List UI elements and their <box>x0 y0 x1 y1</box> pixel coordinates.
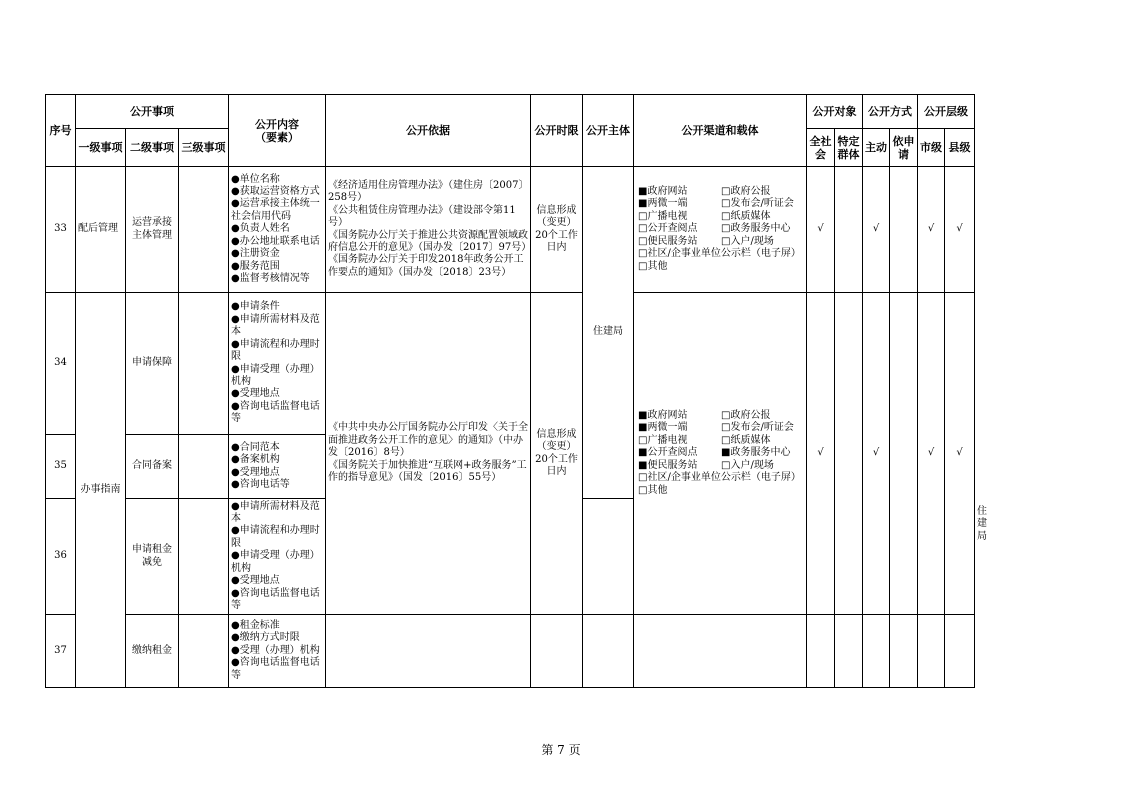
row-level3 <box>179 167 229 293</box>
header-level-county: 县级 <box>945 129 975 167</box>
content-item: ●服务范围 <box>231 260 280 272</box>
basis-item: 《经济适用住房管理办法》（建住房〔2007〕258号） <box>328 179 524 204</box>
row-level3 <box>179 293 229 435</box>
channel-item: □社区/企事业单位公示栏（电子屏） <box>638 248 801 260</box>
basis-item: 《中共中央办公厅国务院办公厅印发〈关于全面推进政务公开工作的意见〉的通知》（中办发〔2016〕8号） <box>328 422 529 459</box>
basis-item: 《国务院办公厅关于推进公共资源配置领域政府信息公开的意见》（国办发〔2017〕97号） <box>328 229 532 253</box>
mark-method-apply <box>890 293 918 615</box>
content-item: ●备案机构 <box>231 454 280 466</box>
header-channel: 公开渠道和载体 <box>634 95 807 167</box>
page-number: 第 7 页 <box>541 743 581 757</box>
channel-item: □其他 <box>638 484 668 496</box>
mark-level-city <box>918 615 945 688</box>
header-matters: 公开事项 <box>76 95 229 129</box>
mark-target-specific <box>835 167 863 293</box>
basis-item: 《国务院办公厅关于印发2018年政务公开工作要点的通知》（国办发〔2018〕23号） <box>328 254 524 278</box>
content-item: ●申请条件 <box>231 301 280 313</box>
row-level2: 申请保障 <box>126 293 179 435</box>
channel-item: □入户/现场 <box>721 235 774 247</box>
row-basis <box>326 167 531 293</box>
row-level3 <box>179 435 229 499</box>
header-target: 公开对象 <box>807 95 863 129</box>
channel-item: □纸质媒体 <box>721 210 771 222</box>
row-time-limit: 信息形成（变更）20个工作日内 <box>531 167 583 293</box>
channel-item: ■两微一端 <box>638 198 688 210</box>
row-level2: 运营承接主体管理 <box>126 167 179 293</box>
content-item: ●申请流程和办理时限 <box>231 338 320 363</box>
header-method-active: 主动 <box>863 129 890 167</box>
mark-target-specific <box>835 615 863 688</box>
channel-item: ■公开查阅点 <box>638 447 698 459</box>
header-seq: 序号 <box>46 95 76 167</box>
mark-target-specific <box>835 293 863 615</box>
group-time-limit: 信息形成（变更）20个工作日内 <box>531 293 583 615</box>
row-level1: 配后管理 <box>76 167 126 293</box>
disclosure-table <box>45 94 988 688</box>
content-item: ●运营承接主体统一社会信用代码 <box>231 198 320 222</box>
content-item: ●缴纳方式时限 <box>231 632 300 644</box>
mark-target-all <box>807 615 835 688</box>
mark-level-city: √ <box>918 293 945 615</box>
content-item: ●受理（办理）机构 <box>231 644 320 656</box>
row-basis <box>326 615 531 688</box>
channel-item: □公开查阅点 <box>638 223 698 235</box>
table-row-34 <box>46 293 975 435</box>
channel-item: □广播电视 <box>638 210 688 222</box>
header-content <box>229 95 326 167</box>
row-channel <box>634 167 807 293</box>
mark-target-all: √ <box>807 293 835 615</box>
mark-method-active: √ <box>863 167 890 293</box>
content-item: ●获取运营资格方式 <box>231 186 320 198</box>
header-level2: 二级事项 <box>126 129 179 167</box>
header-basis: 公开依据 <box>326 95 531 167</box>
content-item: ●咨询电话监督电话等 <box>231 587 320 611</box>
content-item: ●合同范本 <box>231 441 280 453</box>
content-item: ●租金标准 <box>231 619 280 631</box>
row-seq: 33 <box>46 167 76 293</box>
table-row-35: 35 合同备案 ●合同范本 ●备案机构 ●受理地点 ●咨询电话等 住建局 <box>46 435 975 499</box>
row-level3 <box>179 615 229 688</box>
row-level3 <box>179 499 229 615</box>
header-content-line2: （要素） <box>255 130 300 144</box>
content-item: ●申请受理（办理）机构 <box>231 550 320 574</box>
channel-item: ■政务服务中心 <box>721 447 791 459</box>
header-level1: 一级事项 <box>76 129 126 167</box>
header-method: 公开方式 <box>863 95 918 129</box>
basis-item: 《公共租赁住房管理办法》（建设部令第11号） <box>328 204 516 229</box>
row-channel <box>634 615 807 688</box>
mark-target-all: √ <box>807 167 835 293</box>
content-item: ●受理地点 <box>231 466 280 478</box>
row-content <box>229 293 326 435</box>
channel-item: □纸质媒体 <box>721 434 771 446</box>
content-item: ●咨询电话监督电话等 <box>231 400 320 425</box>
table-row-33 <box>46 167 975 293</box>
channel-item: ■政府网站 <box>638 410 688 422</box>
channel-item: □政府公报 <box>721 410 771 422</box>
row-subject <box>583 615 634 688</box>
content-item: ●受理地点 <box>231 388 280 400</box>
row-time-limit <box>531 615 583 688</box>
channel-item: □其他 <box>638 260 668 272</box>
content-item: ●申请流程和办理时限 <box>231 525 320 549</box>
channel-item: □发布会/听证会 <box>721 422 794 434</box>
header-method-apply: 依申请 <box>890 129 918 167</box>
header-content-line1: 公开内容 <box>255 117 300 131</box>
row-content <box>229 167 326 293</box>
row-content <box>229 615 326 688</box>
channel-item: ■政府网站 <box>638 186 688 198</box>
content-item: ●注册资金 <box>231 248 280 260</box>
mark-method-apply <box>890 167 918 293</box>
channel-item: ■两微一端 <box>638 422 688 434</box>
channel-item: ■便民服务站 <box>638 459 698 471</box>
channel-item: □广播电视 <box>638 434 688 446</box>
mark-level-county: √ <box>945 293 975 615</box>
header-time-limit: 公开时限 <box>531 95 583 167</box>
basis-item: 《国务院关于加快推进“互联网+政务服务”工作的指导意见》（国发〔2016〕55号） <box>328 459 527 484</box>
row-level2: 缴纳租金 <box>126 615 179 688</box>
row-subject: 住建局 <box>583 167 634 499</box>
content-item: ●申请所需材料及范本 <box>231 500 320 525</box>
row-seq: 34 <box>46 293 76 435</box>
mark-method-active: √ <box>863 293 890 615</box>
content-item: ●监督考核情况等 <box>231 272 310 284</box>
content-item: ●单位名称 <box>231 173 280 185</box>
row-level1: 办事指南 <box>76 293 126 688</box>
table-row-37 <box>46 615 975 688</box>
mark-level-county <box>945 615 975 688</box>
channel-item: □政府公报 <box>721 186 771 198</box>
mark-level-city: √ <box>918 167 945 293</box>
header-row <box>46 95 975 129</box>
group-channel <box>634 293 807 615</box>
row-seq: 37 <box>46 615 76 688</box>
content-item: ●受理地点 <box>231 575 280 587</box>
header-target-all: 全社会 <box>807 129 835 167</box>
row-content <box>229 435 326 499</box>
channel-item: □入户/现场 <box>721 459 774 471</box>
row-level2: 合同备案 <box>126 435 179 499</box>
channel-item: □政务服务中心 <box>721 223 791 235</box>
content-item: ●咨询电话监督电话等 <box>231 657 320 681</box>
content-item: ●申请所需材料及范本 <box>231 313 320 338</box>
row-level2: 申请租金减免 <box>126 499 179 615</box>
header-level: 公开层级 <box>918 95 975 129</box>
mark-method-active <box>863 615 890 688</box>
content-item: ●负责人姓名 <box>231 223 290 235</box>
content-item: ●办公地址联系电话 <box>231 235 320 247</box>
content-item: ●申请受理（办理）机构 <box>231 363 320 387</box>
channel-item: □便民服务站 <box>638 235 698 247</box>
row-seq: 36 <box>46 499 76 615</box>
header-target-specific: 特定群体 <box>835 129 863 167</box>
row-content <box>229 499 326 615</box>
content-item: ●咨询电话等 <box>231 478 290 490</box>
group-basis <box>326 293 531 615</box>
header-level-city: 市级 <box>918 129 945 167</box>
row-seq: 35 <box>46 435 76 499</box>
header-subject: 公开主体 <box>583 95 634 167</box>
mark-level-county: √ <box>945 167 975 293</box>
header-level3: 三级事项 <box>179 129 229 167</box>
channel-item: □社区/企事业单位公示栏（电子屏） <box>638 472 801 484</box>
channel-item: □发布会/听证会 <box>721 198 794 210</box>
mark-method-apply <box>890 615 918 688</box>
